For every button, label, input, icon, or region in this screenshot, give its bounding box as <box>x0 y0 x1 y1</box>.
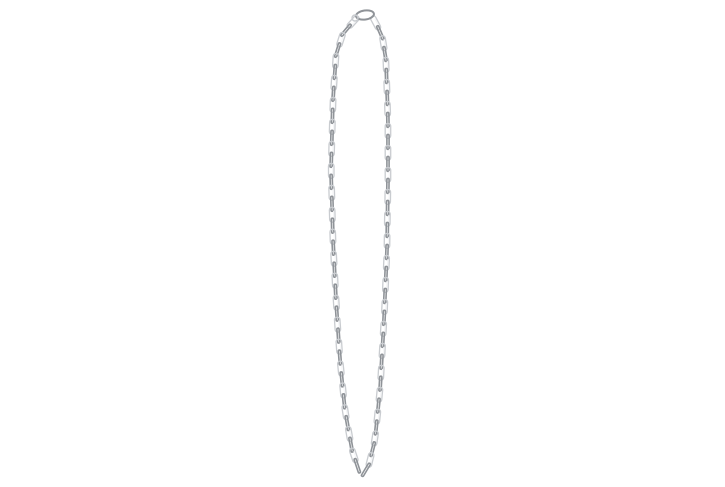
left-strand-chain-link-highlight <box>339 321 340 329</box>
left-strand-chain-link-highlight <box>335 79 336 87</box>
left-strand-chain-link-highlight <box>337 57 338 65</box>
